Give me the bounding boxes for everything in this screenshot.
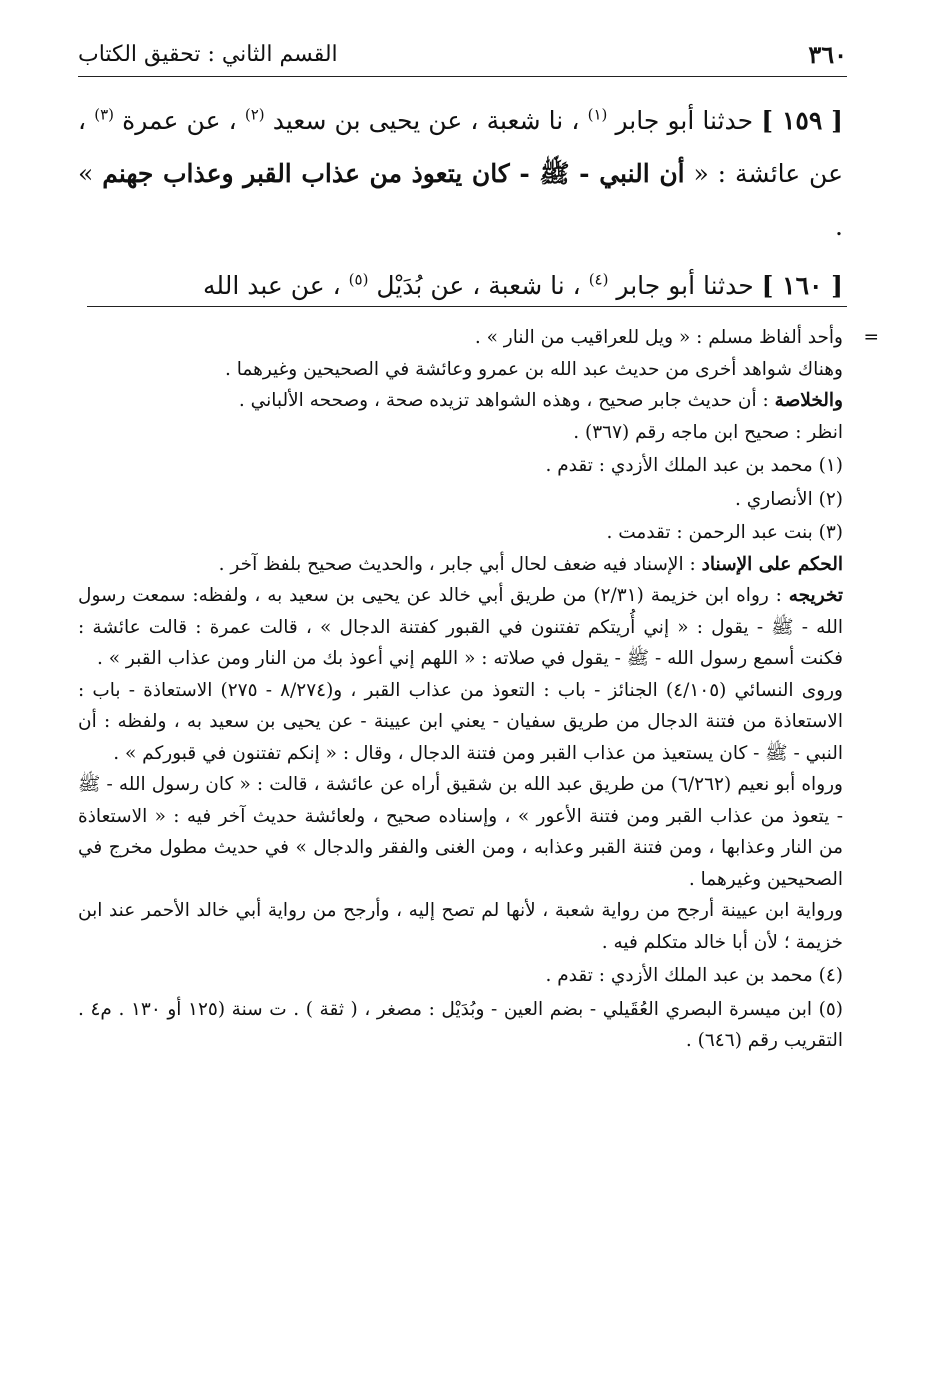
takhrij <box>78 580 843 675</box>
hadith-text: ، نا شعبة ، عن يحيى بن سعيد <box>272 106 580 135</box>
footnote-continuation <box>78 322 879 354</box>
khulasa-text: : أن حديث جابر صحيح ، وهذه الشواهد تزيده صحة ، وصححه الألباني . <box>238 390 769 411</box>
footnote-separator <box>87 306 847 307</box>
footnote-ref: (٥) <box>348 270 369 289</box>
running-title: القسم الثاني : تحقيق الكتاب <box>78 42 338 67</box>
footnote-ref: (٣) <box>94 105 114 124</box>
footnote-ref: (٤) <box>588 270 609 289</box>
footnote-line: وأحد ألفاظ مسلم : « ويل للعراقيب من النار » . <box>474 327 843 348</box>
hadith-text: ، نا شعبة ، عن بُدَيْل <box>376 271 581 300</box>
hukm-label: الحكم على الإسناد <box>701 553 843 575</box>
footnote-2: (٢) الأنصاري . <box>735 488 843 510</box>
hadith-text: ، عن عبد الله <box>203 271 341 300</box>
nasai-paragraph: وروى النسائي (٤/١٠٥) الجنائز - باب : التعوذ من عذاب القبر ، و(٨/٢٧٤ - ٢٧٥) الاستعاذة - باب : الاستعاذة من فتنة الدجال من طريق سفيان - يعني ابن عيينة - عن يحيى بن سعيد به ، ولفظه : أن النبي - ﷺ - كان يستعيذ من عذاب القبر ومن فتنة الدجال ، وقال : « إنكم تفتنون في قبوركم » . <box>78 679 843 764</box>
hadith-text: حدثنا أبو جابر <box>615 106 754 135</box>
takhrij-label: تخريجه <box>788 585 843 606</box>
hadith-text: ، عن عائشة : « <box>78 106 844 188</box>
khulasa <box>78 385 843 417</box>
abu-nuaym-paragraph: ورواه أبو نعيم (٦/٢٦٢) من طريق عبد الله بن شقيق أراه عن عائشة ، قالت : « كان رسول الله - ﷺ - يتعوذ من عذاب القبر ومن فتنة الأعور » ، وإسناده صحيح ، ولعائشة حديث آخر فيه : « الاستعاذة من النار وعذابها ، ومن فتنة القبر وعذابه ، ومن الغنى والفقر والدجال » في حديث مطول مخرج في الصحيحين وغيرهما . <box>78 774 843 890</box>
hadith-number: [ ١٥٩ ] <box>761 106 843 135</box>
footnote-4: (٤) محمد بن عبد الملك الأزدي : تقدم . <box>545 965 843 986</box>
hukm <box>78 549 843 581</box>
hadith-text: حدثنا أبو جابر <box>616 271 754 300</box>
khulasa-label: والخلاصة <box>774 390 843 411</box>
footnotes <box>78 322 879 1057</box>
hadith-text: » . <box>78 159 843 241</box>
page-number: ٣٦٠ <box>808 40 847 69</box>
footnote-5: (٥) ابن ميسرة البصري العُقَيلي - بضم العين - وبُدَيْل : مصغر ، ( ثقة ) . ت سنة (١٢٥ أو ١٣٠ . م٤ . التقريب رقم (٦٤٦) . <box>78 998 844 1051</box>
continuation-mark: = <box>863 327 879 348</box>
footnote-ref: (١) <box>587 105 608 124</box>
footnote-line: وهناك شواهد أخرى من حديث عبد الله بن عمرو وعائشة في الصحيحين وغيرهما . <box>224 358 843 380</box>
footnote-ref: (٢) <box>244 105 265 124</box>
hukm-text: : الإسناد فيه ضعف لحال أبي جابر ، والحديث صحيح بلفظ آخر . <box>218 553 696 575</box>
reference-line: انظر : صحيح ابن ماجه رقم (٣٦٧) . <box>573 421 843 443</box>
takhrij-text: : رواه ابن خزيمة (٢/٣١) من طريق أبي خالد عن يحيى بن سعيد به ، ولفظه: سمعت رسول الله - ﷺ - يقول : « إني أُريتكم تفتنون في القبور كفتنة الدجال » ، قالت عمرة : قالت عائشة : فكنت أسمع رسول الله - ﷺ - يقول في صلاته : « اللهم إني أعوذ بك من النار ومن عذاب القبر » . <box>78 585 843 669</box>
hadith-matn: أن النبي - ﷺ - كان يتعوذ من عذاب القبر وعذاب جهنم <box>102 159 685 188</box>
hadith-text: ، عن عمرة <box>122 106 237 135</box>
main-text <box>78 94 843 318</box>
hadith-160 <box>78 259 843 312</box>
footnote-3: (٣) بنت عبد الرحمن : تقدمت . <box>606 522 843 543</box>
riwaya-paragraph: ورواية ابن عيينة أرجح من رواية شعبة ، لأنها لم تصح إليه ، وأرجح من رواية أبي خالد الأحمر عند ابن خزيمة ؛ لأن أبا خالد متكلم فيه . <box>78 900 843 953</box>
hadith-number: [ ١٦٠ ] <box>761 271 843 300</box>
page-header <box>78 40 847 77</box>
footnote-1: (١) محمد بن عبد الملك الأزدي : تقدم . <box>545 455 843 476</box>
hadith-159 <box>78 94 843 253</box>
